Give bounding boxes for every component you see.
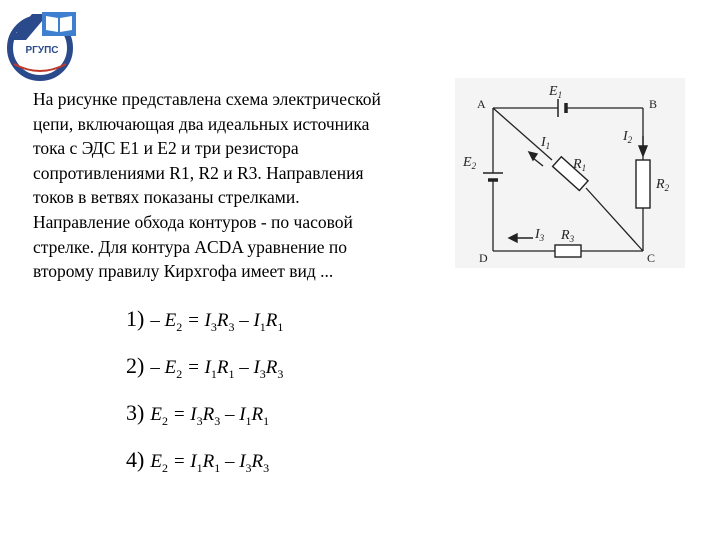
answer-option-4[interactable] bbox=[126, 447, 269, 487]
option-number: 4) bbox=[126, 447, 145, 472]
answer-option-2[interactable] bbox=[126, 353, 283, 393]
e1-label: $E_1$ bbox=[549, 84, 563, 100]
option-number: 3) bbox=[126, 400, 145, 425]
answer-option-1[interactable] bbox=[126, 306, 283, 346]
option-equation: – $E_2 = I_3R_3 - I_1R_1$ bbox=[150, 310, 284, 334]
option-equation: $E_2 = I_1R_1 - I_3R_3$ bbox=[150, 451, 270, 475]
node-b-label: B bbox=[649, 97, 658, 111]
logo-text: РГУПС bbox=[25, 45, 59, 56]
r3-label: $R_3$ bbox=[561, 228, 575, 244]
answer-option-3[interactable] bbox=[126, 400, 269, 440]
option-number: 2) bbox=[126, 353, 145, 378]
problem-text: На рисунке представлена схема электрической цепи, включающая два идеальных источника тока с ЭДС E1 и E2 и три резистора сопротивлениями R1, R2 и R3. Направления токов в ветвях показаны стрелками. Направление обхода контуров - по часовой стрелке. Для контура ACDA уравнение по второму правилу Кирхгофа имеет вид ... bbox=[33, 89, 381, 282]
resistor-r3 bbox=[555, 245, 581, 257]
option-equation: – $E_2 = I_1R_1 - I_3R_3$ bbox=[150, 357, 284, 381]
r1-label: $R_1$ bbox=[573, 157, 587, 173]
resistor-r2 bbox=[636, 160, 650, 208]
i2-label: $I_2$ bbox=[623, 129, 633, 145]
university-logo bbox=[2, 6, 80, 84]
i1-label: $I_1$ bbox=[541, 135, 551, 151]
node-d-label: D bbox=[479, 251, 488, 265]
i3-label: $I_3$ bbox=[535, 227, 545, 243]
option-number: 1) bbox=[126, 306, 145, 331]
node-a-label: A bbox=[477, 97, 486, 111]
e2-label: $E_2$ bbox=[463, 155, 477, 171]
r2-label: $R_2$ bbox=[656, 177, 670, 193]
node-c-label: C bbox=[647, 251, 656, 265]
option-equation: $E_2 = I_3R_3 - I_1R_1$ bbox=[150, 404, 270, 428]
circuit-diagram bbox=[455, 78, 685, 268]
